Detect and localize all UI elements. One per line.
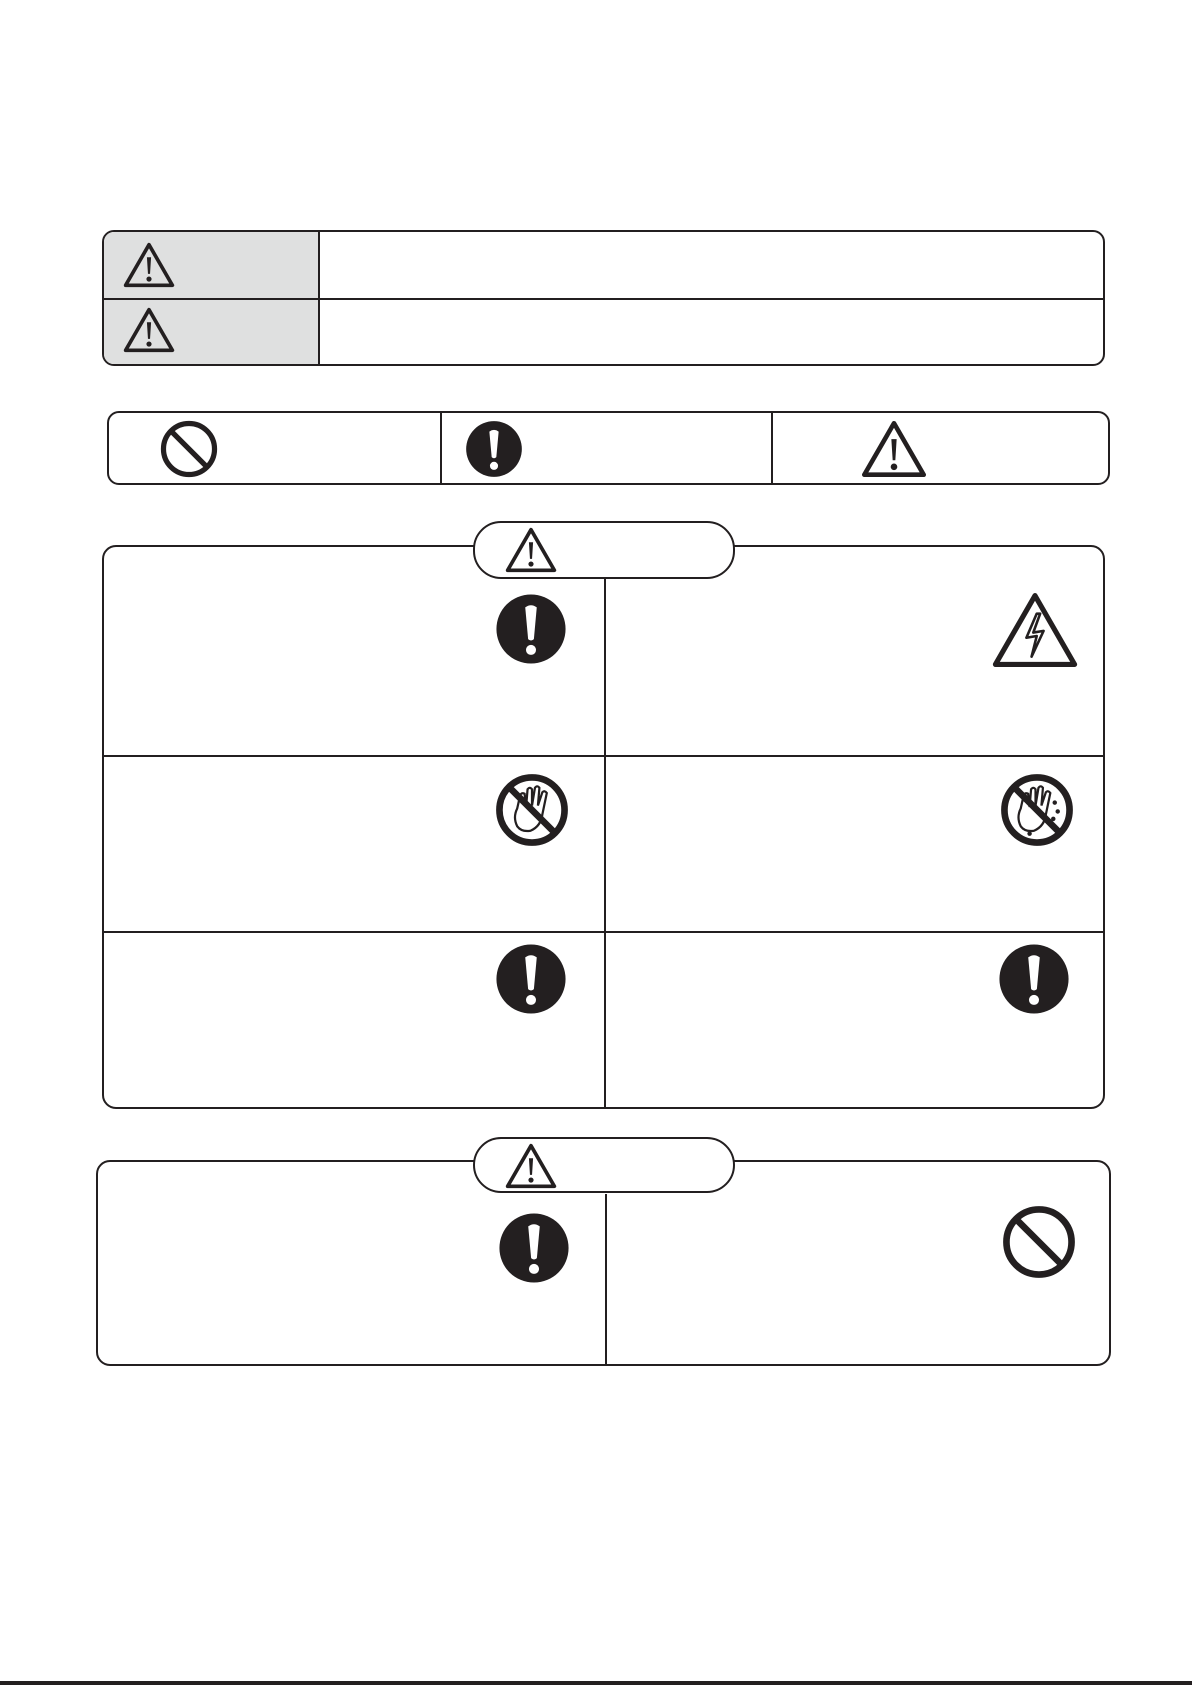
prohibition-icon	[160, 420, 218, 478]
section-1-header-tab	[473, 521, 735, 579]
no-wet-hands-icon	[1000, 773, 1074, 847]
prohibition-icon	[1002, 1205, 1076, 1279]
mandatory-action-icon	[498, 1212, 570, 1284]
severity-row-1	[104, 232, 1103, 298]
section-1-cell-6	[606, 933, 1103, 1107]
page-bottom-rule	[0, 1681, 1192, 1685]
symbol-legend-bar	[107, 411, 1110, 485]
electric-shock-icon	[992, 591, 1078, 669]
section-1-cell-4	[606, 757, 1103, 931]
mandatory-action-icon	[495, 943, 567, 1015]
warning-triangle-icon	[861, 419, 927, 479]
symbol-legend-divider-2	[771, 413, 773, 483]
symbol-legend-divider-1	[440, 413, 442, 483]
severity-legend-table	[102, 230, 1105, 366]
mandatory-action-icon	[465, 420, 523, 478]
warning-triangle-icon	[505, 526, 557, 574]
warning-triangle-icon	[505, 1142, 557, 1190]
severity-row-2	[104, 300, 1103, 364]
mandatory-action-icon	[495, 593, 567, 665]
warning-section-1	[102, 545, 1105, 1109]
mandatory-action-icon	[998, 943, 1070, 1015]
section-2-header-tab	[473, 1137, 735, 1193]
warning-triangle-icon	[123, 241, 175, 289]
section-1-cell-3	[104, 757, 604, 931]
warning-triangle-icon	[123, 306, 175, 354]
no-touch-icon	[495, 773, 569, 847]
section-1-cell-5	[104, 933, 604, 1107]
